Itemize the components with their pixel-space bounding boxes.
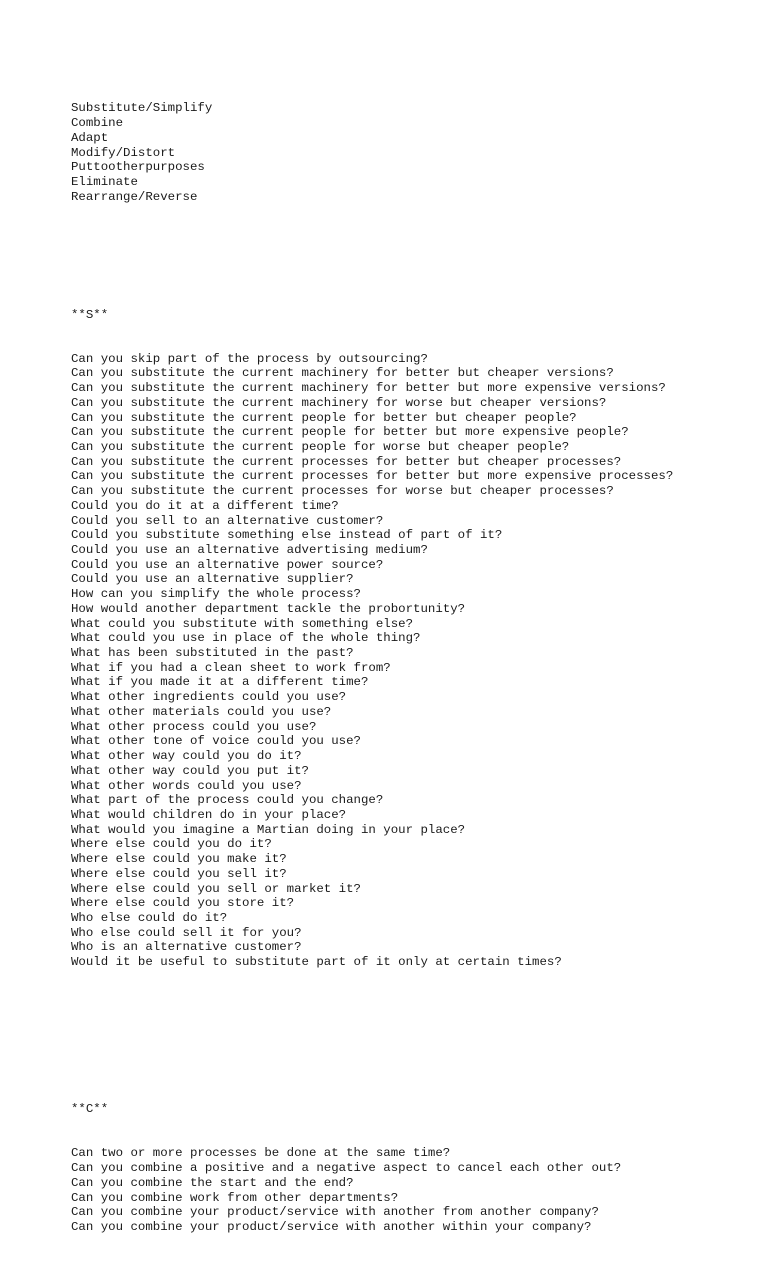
- question-line: What would you imagine a Martian doing in your place?: [71, 822, 466, 837]
- question-line: What would children do in your place?: [71, 807, 347, 822]
- question-line: Would it be useful to substitute part of it only at certain times?: [71, 955, 562, 970]
- intro-item: Substitute/Simplify: [71, 101, 213, 116]
- question-line: Can you substitute the current people for worse but cheaper people?: [71, 439, 570, 454]
- question-line: Where else could you do it?: [71, 837, 272, 852]
- question-line: Where else could you sell or market it?: [71, 881, 361, 896]
- question-line: Could you do it at a different time?: [71, 498, 339, 513]
- question-line: What other way could you do it?: [71, 749, 302, 764]
- question-line: Where else could you make it?: [71, 852, 287, 867]
- blank-line: [71, 234, 768, 249]
- section-c-heading: **C**: [71, 1102, 109, 1117]
- question-line: Who else could do it?: [71, 910, 228, 925]
- question-line: What other way could you put it?: [71, 763, 309, 778]
- question-line: Can you substitute the current machinery for worse but cheaper versions?: [71, 395, 607, 410]
- document-page: [71, 72, 768, 1279]
- question-line: Can you substitute the current people for better but more expensive people?: [71, 425, 629, 440]
- question-line: Can you combine your product/service with another from another company?: [71, 1205, 599, 1220]
- question-line: What if you made it at a different time?: [71, 675, 369, 690]
- question-line: Can you substitute the current machinery for better but cheaper versions?: [71, 366, 614, 381]
- question-line: Who else could sell it for you?: [71, 925, 302, 940]
- question-line: Could you substitute something else instead of part of it?: [71, 528, 503, 543]
- question-line: Can you substitute the current machinery for better but more expensive versions?: [71, 381, 666, 396]
- question-line: What could you use in place of the whole thing?: [71, 631, 421, 646]
- intro-item: Eliminate: [71, 175, 138, 190]
- question-line: Can you substitute the current processes for worse but cheaper processes?: [71, 484, 614, 499]
- question-line: Can you substitute the current processes for better but cheaper processes?: [71, 454, 622, 469]
- intro-item: Rearrange/Reverse: [71, 189, 198, 204]
- question-line: Could you use an alternative power source?: [71, 557, 384, 572]
- question-line: What could you substitute with something else?: [71, 616, 414, 631]
- question-line: Who is an alternative customer?: [71, 940, 302, 955]
- question-line: Could you use an alternative advertising medium?: [71, 543, 428, 557]
- intro-list: [71, 101, 768, 204]
- question-line: Where else could you sell it?: [71, 866, 287, 881]
- question-line: What other materials could you use?: [71, 704, 332, 719]
- question-line: What other tone of voice could you use?: [71, 734, 361, 749]
- question-line: Can you combine your product/service with another within your company?: [71, 1220, 592, 1235]
- question-line: Can you substitute the current processes for better but more expensive processes?: [71, 469, 674, 484]
- question-line: Can you combine the start and the end?: [71, 1175, 354, 1190]
- question-line: What other process could you use?: [71, 719, 317, 734]
- intro-item: Adapt: [71, 130, 109, 145]
- question-line: How can you simplify the whole process?: [71, 587, 361, 602]
- section-s-heading: **S**: [71, 307, 109, 322]
- section-s: [71, 278, 768, 999]
- question-line: Where else could you store it?: [71, 896, 295, 911]
- blank-line: [71, 1029, 768, 1044]
- section-c-lines: [71, 1146, 768, 1234]
- question-line: What part of the process could you change?: [71, 793, 384, 808]
- question-line: Can you combine a positive and a negative aspect to cancel each other out?: [71, 1161, 622, 1176]
- question-line: Could you sell to an alternative customer?: [71, 513, 384, 528]
- section-s-lines: [71, 352, 768, 970]
- question-line: Can you skip part of the process by outsourcing?: [71, 351, 428, 366]
- intro-item: Puttootherpurposes: [71, 160, 205, 175]
- intro-item: Modify/Distort: [71, 145, 176, 160]
- question-line: What if you had a clean sheet to work from?: [71, 660, 391, 675]
- question-line: Can you combine work from other departments?: [71, 1190, 399, 1205]
- question-line: What has been substituted in the past?: [71, 646, 354, 661]
- question-line: How would another department tackle the probortunity?: [71, 601, 466, 616]
- question-line: Can two or more processes be done at the same time?: [71, 1146, 451, 1161]
- section-c: [71, 1073, 768, 1264]
- intro-item: Combine: [71, 116, 124, 131]
- question-line: Could you use an alternative supplier?: [71, 572, 354, 587]
- question-line: Can you substitute the current people for better but cheaper people?: [71, 410, 577, 425]
- question-line: What other ingredients could you use?: [71, 690, 347, 705]
- question-line: What other words could you use?: [71, 778, 302, 793]
